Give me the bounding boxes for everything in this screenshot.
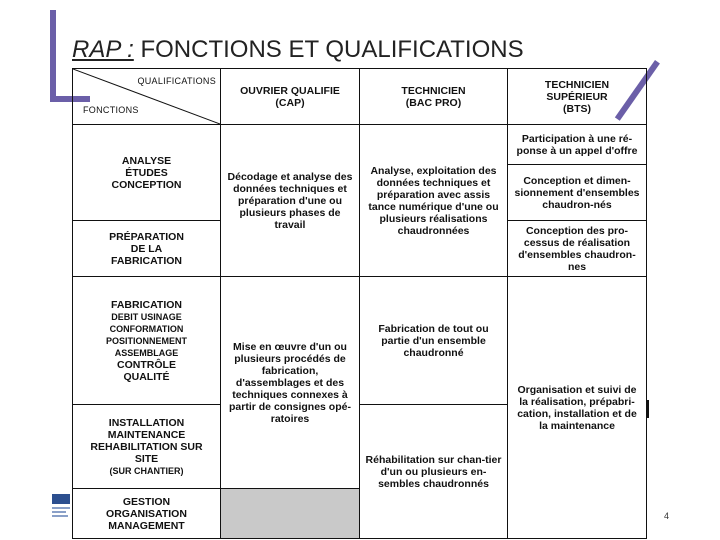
title-rest: FONCTIONS ET QUALIFICATIONS [133, 36, 524, 63]
function-analyse-line: ÉTUDES [125, 166, 168, 179]
function-gestion [73, 489, 221, 539]
column-header-bac-title: TECHNICIEN [401, 84, 466, 97]
cell-bts-conception: Conception et dimen-sionnement d'ensembles chaudron-nés [508, 165, 647, 221]
column-header-bts [508, 69, 647, 125]
function-gestion-line: GESTION [122, 495, 171, 508]
cell-bts-appel: Participation à une ré-ponse à un appel d'offre [508, 125, 647, 165]
function-installation-line: MAINTENANCE [107, 428, 186, 441]
function-analyse-line: CONCEPTION [111, 178, 182, 191]
cell-bac-analyse: Analyse, exploitation des données techniques et préparation avec assis tance numérique d'une ou plusieurs réalisations chaudronnées [360, 125, 508, 277]
cell-bts-preparation: Conception des pro-cessus de réalisation d'ensembles chaudron-nes [508, 221, 647, 277]
cell-bac-installation: Réhabilitation sur chan-tier d'un ou plusieurs en-sembles chaudronnés [360, 405, 508, 539]
title-prefix: RAP : [72, 36, 134, 63]
column-header-bts-level: (BTS) [563, 102, 591, 115]
title-bracket-vertical [50, 10, 56, 102]
cell-bts-organisation: Organisation et suivi de la réalisation, prépabri-cation, installation et de la maintenance [508, 277, 647, 539]
function-installation-line: INSTALLATION [108, 416, 185, 429]
column-header-bac-pro [360, 69, 508, 125]
function-fabrication-line: ASSEMBLAGE [114, 347, 179, 358]
function-preparation [73, 221, 221, 277]
function-fabrication-line: FABRICATION [111, 298, 182, 311]
fonctions-label: FONCTIONS [83, 105, 139, 115]
column-header-bts-sub: SUPÉRIEUR [546, 90, 608, 103]
cell-cap-fabrication: Mise en œuvre d'un ou plusieurs procédés de fabrication, d'assemblages et des techniques connexes à partir de consignes opé-ratoires [221, 277, 360, 489]
functions-qualifications-table [72, 68, 647, 539]
table-corner-header [73, 69, 221, 125]
cell-cap-analyse: Décodage et analyse des données techniques et préparation d'une ou plusieurs phases de travail [221, 125, 360, 277]
function-installation-line: SITE [134, 452, 159, 465]
cell-cap-gestion-empty [221, 489, 360, 539]
function-fabrication-line: POSITIONNEMENT [105, 335, 187, 346]
column-header-cap [221, 69, 360, 125]
page-number: 4 [664, 511, 670, 521]
function-preparation-line: FABRICATION [111, 254, 182, 267]
function-installation-line: REHABILITATION SUR [90, 440, 203, 453]
function-installation [73, 405, 221, 489]
function-analyse [73, 125, 221, 221]
column-header-cap-title: OUVRIER QUALIFIE [240, 84, 340, 97]
function-fabrication-line: QUALITÉ [123, 370, 170, 383]
function-fabrication-line: DEBIT USINAGE [111, 311, 182, 322]
function-gestion-line: MANAGEMENT [108, 519, 185, 532]
function-preparation-line: PRÉPARATION [109, 230, 184, 243]
column-header-cap-level: (CAP) [275, 96, 305, 109]
cell-bac-fabrication: Fabrication de tout ou partie d'un ensemble chaudronné [360, 277, 508, 405]
institution-logo-icon [52, 494, 70, 522]
function-preparation-line: DE LA [130, 242, 163, 255]
qualifications-label: QUALIFICATIONS [137, 76, 216, 86]
margin-mark [646, 400, 649, 418]
function-analyse-line: ANALYSE [121, 154, 172, 167]
column-header-bac-level: (BAC PRO) [405, 96, 462, 109]
column-header-bts-title: TECHNICIEN [544, 78, 610, 91]
function-gestion-line: ORGANISATION [106, 507, 187, 520]
function-fabrication [73, 277, 221, 405]
page-title [72, 36, 524, 64]
function-fabrication-line: CONFORMATION [109, 323, 184, 334]
function-fabrication-line: CONTRÔLE [117, 358, 176, 371]
function-installation-line: (SUR CHANTIER) [109, 465, 184, 476]
